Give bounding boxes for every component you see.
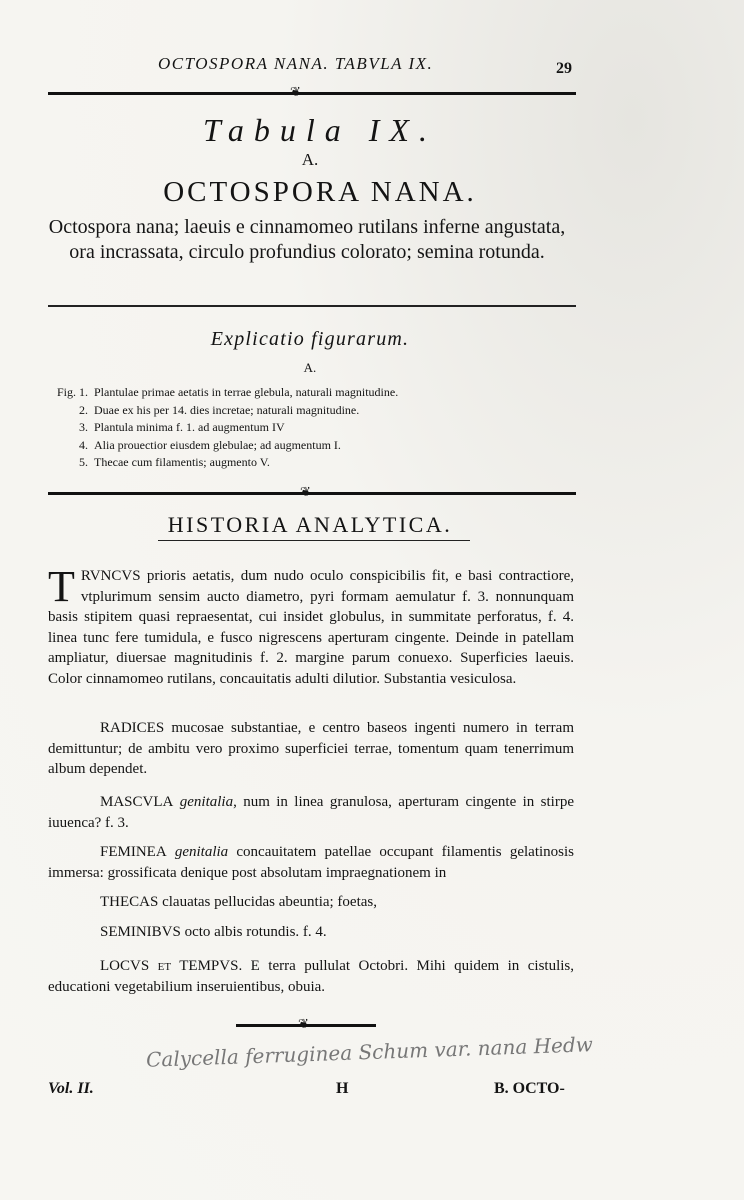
list-item: 3. Plantula minima f. 1. ad augmentum IV	[79, 420, 285, 434]
historia-paragraph-3: MASCVLA genitalia, num in linea granulosa, aperturam cingente in stirpe iuuenca? f. 3.	[48, 794, 575, 831]
catchword: B. OCTO-	[494, 1080, 565, 1097]
historia-heading: HISTORIA ANALYTICA.	[167, 512, 453, 537]
list-item: 5. Thecae cum filamentis; augmento V.	[79, 455, 270, 469]
page-number: 29	[556, 60, 572, 77]
handwritten-annotation: Calycella ferruginea Schum var. nana Hedw	[145, 1032, 594, 1072]
ornament-icon: ❦	[298, 1016, 309, 1031]
list-item: Fig. 1. Plantulae primae aetatis in terrae glebula, naturali magnitudine.	[56, 385, 399, 399]
drop-cap: T	[48, 562, 75, 611]
species-description: Octospora nana; laeuis e cinnamomeo rutilans inferne angustata, ora incrassata, circulo profundius colorato; semina rotunda.	[48, 216, 566, 263]
signature-mark: H	[336, 1080, 349, 1097]
plate-title: Tabula IX.	[203, 112, 437, 148]
list-item: 4. Alia prouectior eiusdem glebulae; ad augmentum I.	[79, 437, 341, 452]
species-title: OCTOSPORA NANA.	[163, 176, 477, 208]
explicatio-letter: A.	[303, 360, 317, 375]
top-ornamental-rule	[48, 92, 576, 95]
figure-list	[48, 384, 528, 472]
explicatio-heading: Explicatio figurarum.	[210, 328, 410, 350]
historia-paragraph-2: RADICES mucosae substantiae, e centro baseos ingenti numero in terram demittuntur; de ambitu vero proximo superficiei terrae, tomentum quam tenerrimum album dependet.	[48, 720, 574, 777]
plate-letter: A.	[301, 150, 319, 169]
historia-paragraph-4: FEMINEA genitalia concauitatem patellae occupant filamentis gelatinosis immersa: grossificata denique post absolutam impraegnationem in	[48, 844, 574, 881]
ornament-icon: ❦	[290, 84, 301, 99]
volume-label: Vol. II.	[48, 1080, 94, 1097]
historia-paragraph-6: SEMINIBVS octo albis rotundis. f. 4.	[100, 924, 327, 940]
list-item: 2. Duae ex his per 14. dies incretae; naturali magnitudine.	[79, 402, 360, 417]
running-title: OCTOSPORA NANA. TABVLA IX.	[158, 54, 434, 73]
historia-paragraph-5: THECAS clauatas pellucidas abeuntia; foetas,	[100, 894, 378, 910]
historia-paragraph-7: LOCVS et TEMPVS. E terra pullulat Octobri. Mihi quidem in cistulis, educationi vegetabilium inseruientibus, obuia.	[48, 958, 574, 995]
middle-ornamental-rule	[48, 492, 576, 495]
heading-underline	[158, 540, 470, 541]
historia-paragraph-1: TRVNCVS prioris aetatis, dum nudo oculo conspicibilis fit, e basi contractiore, vtplurimum sensim aucto diametro, pyri formam aemulatur f. 3. nonnunquam basis stipitem quasi repraesentat, cui insidet globulus, in summitate perforatus, f. 4. linea tunc fere tumidula, e fusco nigrescens aperturam cingente. Deinde in patellam ampliatur, diuersae magnitudinis f. 2. margine parum conuexo. Superficies laeuis. Color cinnamomeo rutilans, concauitatis adulti dilutior. Substantia vesiculosa.	[48, 562, 574, 687]
ornament-icon: ❦	[300, 484, 311, 499]
section-divider	[48, 305, 576, 307]
